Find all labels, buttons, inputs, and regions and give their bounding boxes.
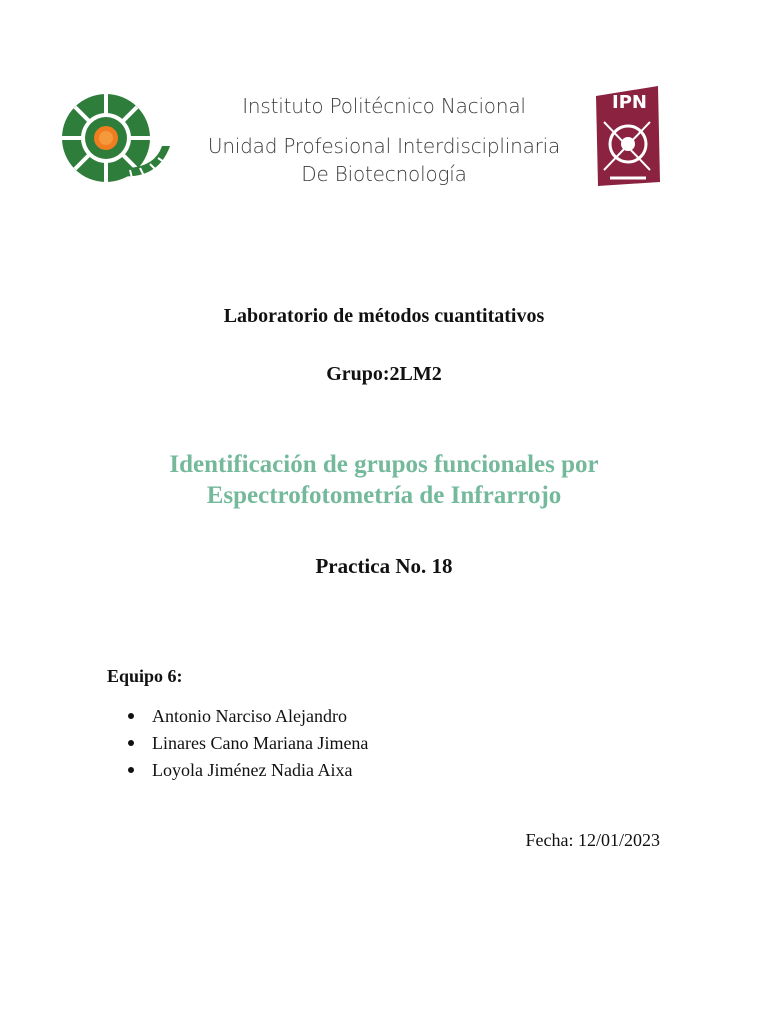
- member-name: Loyola Jiménez Nadia Aixa: [152, 759, 353, 780]
- list-item: [128, 729, 368, 756]
- institution-name: Instituto Politécnico Nacional: [242, 94, 526, 118]
- document-title: [0, 449, 768, 511]
- upibi-logo-icon: [58, 88, 176, 190]
- list-item: [128, 702, 368, 729]
- date-label: Fecha: 12/01/2023: [525, 830, 660, 850]
- svg-text:IPN: IPN: [612, 92, 647, 113]
- title-line-1: Identificación de grupos funcionales por: [169, 451, 599, 478]
- bullet-icon: [128, 767, 134, 773]
- team-label: Equipo 6:: [107, 666, 183, 686]
- unit-name-line1: Unidad Profesional Interdisciplinaria: [207, 134, 561, 158]
- ipn-logo-icon: [590, 82, 664, 192]
- member-name: Linares Cano Mariana Jimena: [152, 732, 369, 753]
- course-name: Laboratorio de métodos cuantitativos: [223, 305, 545, 327]
- group-label: Grupo:2LM2: [326, 363, 442, 385]
- bullet-icon: [128, 713, 134, 719]
- team-members-list: [128, 702, 368, 783]
- member-name: Antonio Narciso Alejandro: [152, 705, 347, 726]
- list-item: [128, 756, 368, 783]
- bullet-icon: [128, 740, 134, 746]
- title-line-2: Espectrofotometría de Infrarrojo: [206, 482, 562, 509]
- unit-name-line2: De Biotecnología: [301, 162, 467, 186]
- practice-number: Practica No. 18: [315, 554, 453, 578]
